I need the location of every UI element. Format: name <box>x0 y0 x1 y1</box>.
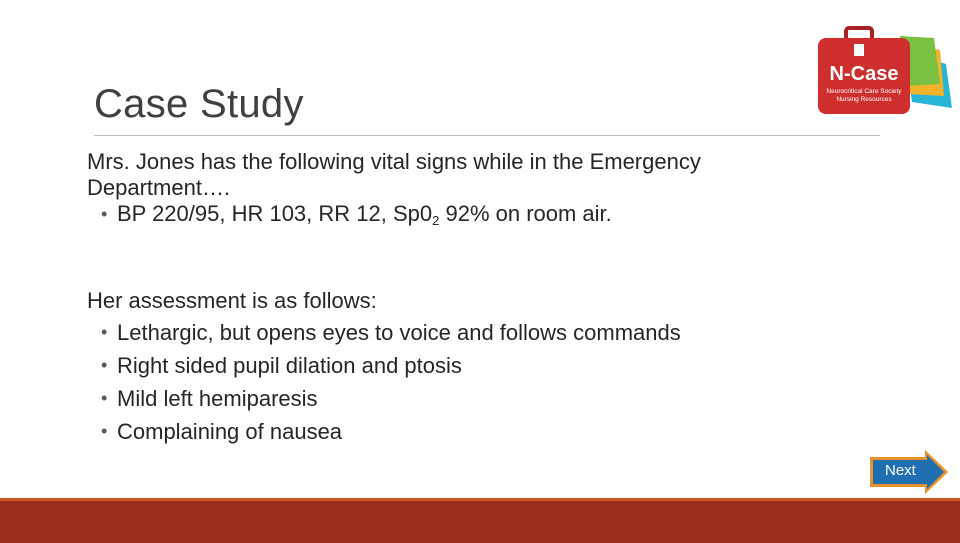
vitals-section <box>87 149 827 234</box>
assessment-section <box>87 284 681 448</box>
next-button[interactable] <box>869 450 949 494</box>
title-divider <box>94 135 880 136</box>
assessment-heading: Her assessment is as follows: <box>87 288 377 313</box>
logo-wordmark: N-Case <box>829 63 899 85</box>
logo-case-badge <box>854 44 864 56</box>
logo-tagline-1: Neurocritical Care Society <box>826 88 902 95</box>
intro-line-1: Mrs. Jones has the following vital signs while in the Emergency <box>87 149 701 174</box>
vitals-subscript: 2 <box>432 213 440 228</box>
vitals-bullet <box>87 201 827 234</box>
slide-title: Case Study <box>94 82 304 126</box>
vitals-text-post: 92% on room air. <box>439 201 612 226</box>
vitals-text-pre: BP 220/95, HR 103, RR 12, Sp0 <box>117 201 433 226</box>
next-button-label: Next <box>885 462 916 479</box>
footer-bar <box>0 498 960 543</box>
assessment-item: • Mild left hemiparesis <box>87 382 681 415</box>
assessment-item: • Lethargic, but opens eyes to voice and follows commands <box>87 316 681 349</box>
intro-line-2: Department…. <box>87 175 231 200</box>
logo-tagline-2: Nursing Resources <box>836 96 892 103</box>
assessment-item: • Right sided pupil dilation and ptosis <box>87 349 681 382</box>
n-case-logo <box>806 20 952 120</box>
assessment-item: • Complaining of nausea <box>87 415 681 448</box>
